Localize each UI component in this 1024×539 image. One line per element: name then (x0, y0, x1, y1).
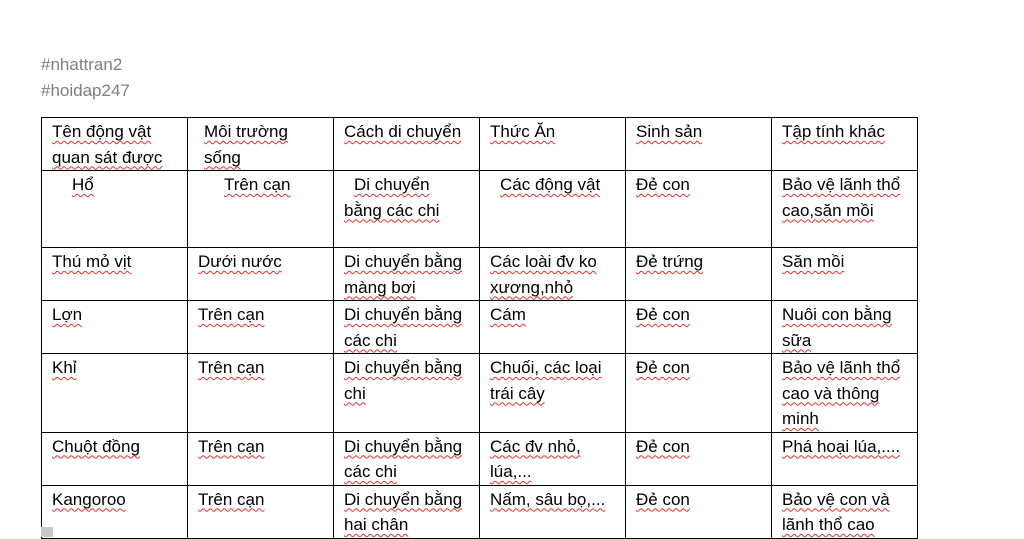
table-cell[interactable]: Nấm, sâu bọ,... (480, 485, 626, 538)
hashtag-block (41, 52, 130, 104)
table-cell[interactable]: Đẻ con (626, 432, 772, 485)
table-row (42, 301, 918, 354)
table-cell[interactable]: Đẻ trứng (626, 248, 772, 301)
table-cell[interactable]: Di chuyển bằng chi (334, 354, 480, 433)
hashtag-hoidap247: #hoidap247 (41, 81, 130, 100)
table-cell[interactable]: Di chuyển bằng các chi (334, 432, 480, 485)
table-cell[interactable]: Đẻ con (626, 301, 772, 354)
header-cell-other-behavior[interactable]: Tập tính khác (772, 118, 918, 171)
table-row (42, 485, 918, 538)
table-cell[interactable]: Các động vật (480, 171, 626, 248)
table-cell[interactable]: Khỉ (42, 354, 188, 433)
table-cell[interactable]: Trên cạn (188, 432, 334, 485)
table-cell[interactable]: Trên cạn (188, 485, 334, 538)
table-cell[interactable]: Đẻ con (626, 485, 772, 538)
table-cell[interactable]: Kangoroo (42, 485, 188, 538)
table-cell[interactable]: Di chuyển bằng các chi (334, 301, 480, 354)
table-cell[interactable]: Thú mỏ vịt (42, 248, 188, 301)
table-cell[interactable]: Bảo vệ lãnh thổ cao và thông minh (772, 354, 918, 433)
table-row (42, 171, 918, 248)
table-cell[interactable]: Phá hoại lúa,.... (772, 432, 918, 485)
table-cell[interactable]: Hổ (42, 171, 188, 248)
table-header-row (42, 118, 918, 171)
table-cell[interactable]: Dưới nước (188, 248, 334, 301)
table-cell[interactable]: Săn mồi (772, 248, 918, 301)
table-end-marker (41, 527, 53, 537)
table-cell[interactable]: Bảo vệ lãnh thổ cao,săn mồi (772, 171, 918, 248)
hashtag-nhattran2: #nhattran2 (41, 55, 123, 74)
table-cell[interactable]: Trên cạn (188, 354, 334, 433)
table-cell[interactable]: Chuối, các loại trái cây (480, 354, 626, 433)
table-row (42, 248, 918, 301)
table-cell[interactable]: Nuôi con bằng sữa (772, 301, 918, 354)
header-cell-reproduction[interactable]: Sinh sản (626, 118, 772, 171)
table-cell[interactable]: Các loài đv ko xương,nhỏ (480, 248, 626, 301)
header-cell-food[interactable]: Thức Ăn (480, 118, 626, 171)
table-row (42, 432, 918, 485)
header-cell-animal-name[interactable]: Tên động vật quan sát được (42, 118, 188, 171)
animal-observation-table (41, 117, 918, 539)
table-cell[interactable]: Trên cạn (188, 171, 334, 248)
header-cell-habitat[interactable]: Môi trường sống (188, 118, 334, 171)
table-cell[interactable]: Bảo vệ con và lãnh thổ cao (772, 485, 918, 538)
table-cell[interactable]: Di chuyển bằng hai chân (334, 485, 480, 538)
table-cell[interactable]: Trên cạn (188, 301, 334, 354)
table-cell[interactable]: Di chuyển bằng các chi (334, 171, 480, 248)
table-cell[interactable]: Đẻ con (626, 171, 772, 248)
table-cell[interactable]: Các đv nhỏ, lúa,... (480, 432, 626, 485)
table-cell[interactable]: Cám (480, 301, 626, 354)
header-cell-movement[interactable]: Cách di chuyển (334, 118, 480, 171)
table-cell[interactable]: Chuột đồng (42, 432, 188, 485)
table-row (42, 354, 918, 433)
table-cell[interactable]: Di chuyển bằng màng bơi (334, 248, 480, 301)
table-cell[interactable]: Đẻ con (626, 354, 772, 433)
table-cell[interactable]: Lợn (42, 301, 188, 354)
